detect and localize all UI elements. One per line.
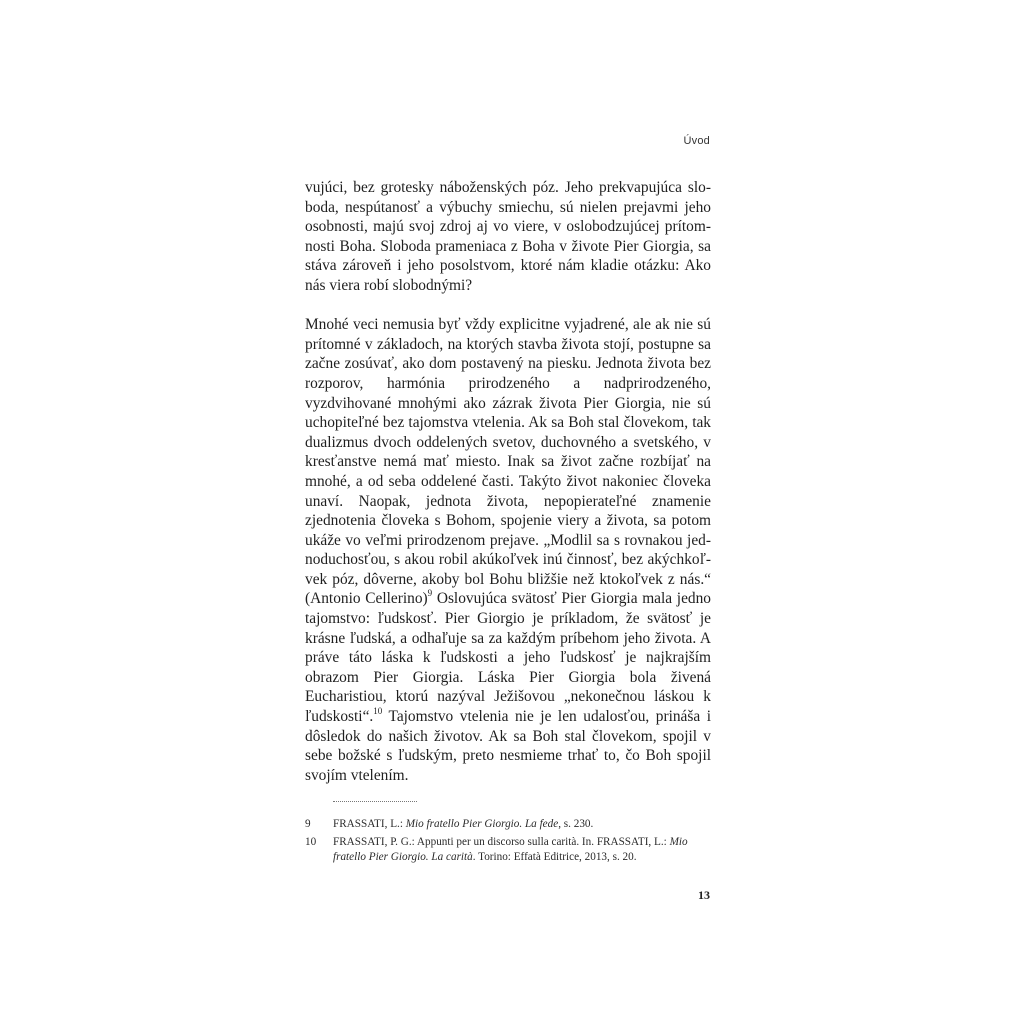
- footnote-title: Mio fratello Pier Giorgio. La carità: [333, 836, 688, 863]
- footnote-reference: 9: [427, 588, 433, 599]
- footnote-text: [333, 817, 715, 832]
- footnote-number: 10: [305, 836, 317, 848]
- paragraph-text: Oslovujúca svätosť Pier Giorgia mala jedno tajomstvo: ľudskosť. Pier Giorgio je príkladom, že svätosť je krásne ľudská, a odhaľuje sa za každým príbehom jeho života. A práve táto láska k ľudskosti a jeho ľudskosť je najkrajším obrazom Pier Giorgia. Láska Pier Giorgia bola živená Eucharistiou, ktorú nazýval Ježišovou „nekonečnou láskou k ľudskosti“.: [305, 590, 711, 726]
- footnote-citation: FRASSATI, L.:: [333, 818, 406, 830]
- paragraph-text: Mnohé veci nemusia byť vždy explicitne vyjadrené, ale ak nie sú prítomné v základoch, na ktorých stavba života stojí, postupne sa začne zosúvať, ako dom postavený na piesku. Jednota života bez rozporov, harmónia prirodzeného a nadprirodzeného, vyzdvihované mnohými ako zázrak života Pier Giorgia, nie sú uchopiteľné bez tajomstva vtelenia. Ak sa Boh stal človekom, tak dualizmus dvoch oddelených svetov, duchovného a svetského, v kresťanstve nemá mať miesto. Inak sa život začne rozbíjať na mnohé, a od seba oddelené časti. Takýto život nakoniec človeka unaví. Naopak, jednota života, nepopierateľné znamenie zjednotenia človeka s Bohom, spojenie viery a života, sa potom ukáže vo veľmi prirodzenom prejave. „Modlil sa s rovnakou jednoduchosťou, s akou robil akúkoľvek inú činnosť, bez akýchkoľvek póz, dôverne, akoby bol Bohu bližšie než ktokoľvek z nás.“ (Antonio Cellerino): [305, 316, 711, 608]
- main-text: [305, 178, 711, 785]
- footnote-title: Mio fratello Pier Giorgio. La fede: [405, 818, 559, 830]
- paragraph: [305, 315, 711, 785]
- footnote-citation: . Torino: Effatà Editrice, 2013, s. 20.: [472, 851, 637, 863]
- footnote-reference: 10: [373, 705, 383, 716]
- footnote-text: [333, 835, 715, 865]
- footnotes: [305, 817, 715, 868]
- paragraph: vujúci, bez grotesky náboženských póz. Jeho prekvapujúca sloboda, nespútanosť a výbuchy smiechu, sú nielen prejavmi jeho osobnosti, majú svoj zdroj aj vo viere, v oslobodzujúcej prítomnosti Boha. Sloboda prameniaca z Boha v živote Pier Giorgia, sa stáva zároveň i jeho posolstvom, ktoré nám kladie otázku: Ako nás viera robí slobodnými?: [305, 179, 711, 294]
- footnote: [305, 835, 715, 865]
- footnote-number: 9: [305, 818, 311, 830]
- footnote: [305, 817, 715, 832]
- running-head: Úvod: [683, 135, 710, 147]
- paragraph-text: Tajomstvo vtelenia nie je len udalosťou, prináša i dôsledok do našich životov. Ak sa Boh stal človekom, spojil v sebe božské s ľudským, preto nesmieme trhať to, čo Boh spojil svojím vtelením.: [305, 708, 711, 784]
- footnote-citation: , s. 230.: [558, 818, 594, 830]
- page-number: 13: [698, 888, 710, 902]
- footnote-separator: [333, 801, 417, 802]
- footnote-citation: FRASSATI, P. G.: Appunti per un discorso sulla carità. In. FRASSATI, L.:: [333, 836, 670, 848]
